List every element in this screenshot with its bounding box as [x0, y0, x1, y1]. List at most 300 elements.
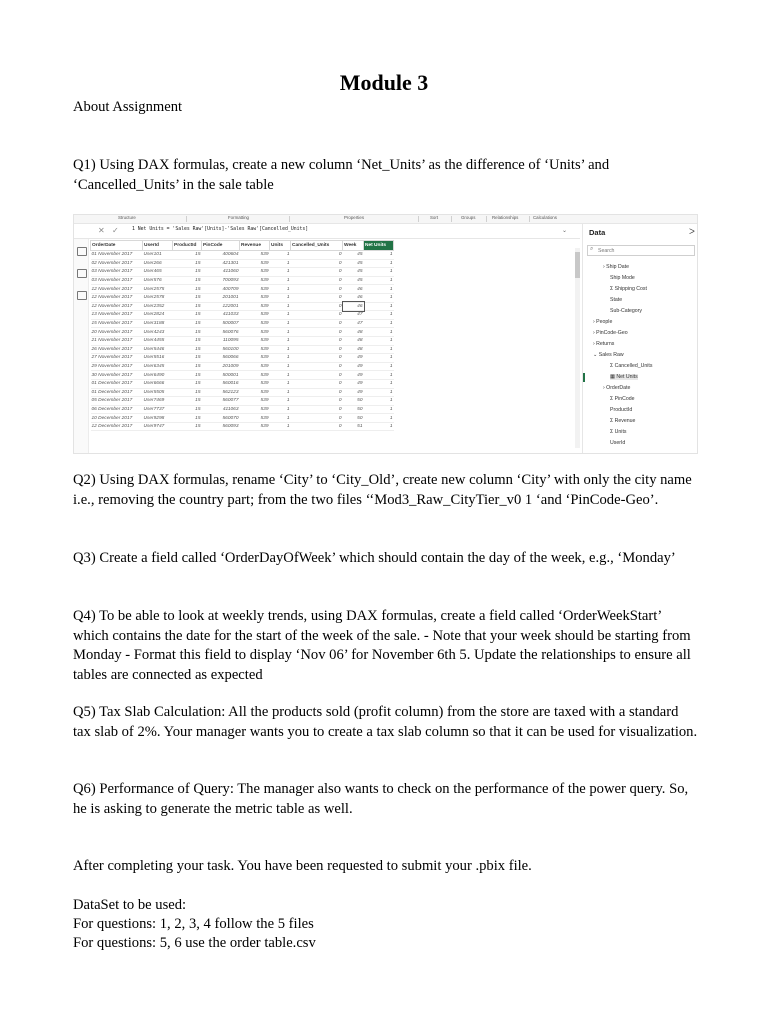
table-cell[interactable]: 1 — [270, 371, 291, 380]
data-table — [90, 240, 394, 431]
table-cell[interactable]: 15 — [173, 422, 202, 431]
ribbon-divider — [529, 216, 530, 222]
field-label: Ship Mode — [610, 275, 635, 281]
table-row[interactable] — [91, 397, 394, 406]
table-cell[interactable]: 539 — [240, 354, 270, 363]
table-row[interactable] — [91, 302, 394, 311]
table-cell[interactable]: 1 — [270, 268, 291, 277]
table-cell[interactable]: 15 — [173, 362, 202, 371]
table-cell[interactable]: 201009 — [202, 362, 240, 371]
table-cell[interactable]: 1 — [364, 311, 394, 320]
formula-text[interactable]: 1 Net Units = 'Sales Raw'[Units]-'Sales Raw'[Cancelled_Units] — [132, 227, 309, 232]
table-cell[interactable]: 1 — [270, 276, 291, 285]
table-cell[interactable]: User5505 — [143, 388, 173, 397]
table-cell[interactable]: 0 — [291, 328, 343, 337]
table-cell[interactable]: User4243 — [143, 328, 173, 337]
table-cell[interactable]: User2824 — [143, 311, 173, 320]
table-cell[interactable]: 1 — [270, 302, 291, 311]
question-1: Q1) Using DAX formulas, create a new column ‘Net_Units’ as the difference of ‘Units’ and ‘Cancelled_Units’ in the sale table — [73, 157, 610, 193]
column-header[interactable]: PinCode — [202, 241, 240, 251]
table-cell[interactable]: 539 — [240, 345, 270, 354]
field-item[interactable] — [610, 363, 652, 369]
table-cell[interactable]: 15 — [173, 293, 202, 302]
field-item[interactable] — [610, 374, 638, 380]
field-label: UserId — [610, 440, 626, 446]
table-cell[interactable]: 1 — [270, 405, 291, 414]
table-cell[interactable]: 49 — [343, 371, 364, 380]
dataset-heading: DataSet to be used: — [73, 897, 187, 913]
field-label: Sales Raw — [598, 352, 624, 358]
table-cell[interactable]: 421301 — [202, 259, 240, 268]
table-cell[interactable]: 15 — [173, 285, 202, 294]
table-cell[interactable]: 1 — [364, 414, 394, 423]
table-cell[interactable]: 45 — [343, 251, 364, 260]
table-row[interactable] — [91, 336, 394, 345]
ribbon-group-labels — [74, 215, 697, 224]
table-cell[interactable]: 46 — [343, 285, 364, 294]
search-placeholder: Search — [598, 247, 615, 254]
field-item[interactable] — [610, 407, 632, 413]
table-cell[interactable]: 560077 — [202, 397, 240, 406]
table-row[interactable] — [91, 388, 394, 397]
table-cell[interactable]: 0 — [291, 336, 343, 345]
field-item[interactable] — [610, 275, 635, 281]
table-cell[interactable]: 12 November 2017 — [91, 302, 143, 311]
field-type-icon: › — [593, 319, 597, 325]
table-cell[interactable]: 1 — [364, 371, 394, 380]
table-cell[interactable]: User3188 — [143, 319, 173, 328]
table-cell[interactable]: 539 — [240, 259, 270, 268]
table-cell[interactable]: 01 December 2017 — [91, 388, 143, 397]
ribbon-properties: Properties — [344, 215, 365, 220]
table-cell[interactable]: 15 — [173, 311, 202, 320]
table-row[interactable] — [91, 276, 394, 285]
table-cell[interactable]: 560016 — [202, 379, 240, 388]
field-label: People — [596, 319, 613, 325]
table-cell[interactable]: 1 — [364, 293, 394, 302]
ribbon-structure: Structure — [118, 215, 136, 220]
dax-query-view-icon[interactable] — [77, 291, 87, 300]
table-cell[interactable]: 539 — [240, 319, 270, 328]
table-cell[interactable]: 539 — [240, 328, 270, 337]
table-cell[interactable]: 15 — [173, 414, 202, 423]
table-cell[interactable]: 1 — [270, 328, 291, 337]
table-cell[interactable]: 0 — [291, 405, 343, 414]
table-cell[interactable]: 47 — [343, 319, 364, 328]
table-cell[interactable]: 1 — [270, 414, 291, 423]
column-header[interactable]: Week — [343, 241, 364, 251]
table-cell[interactable]: 1 — [364, 268, 394, 277]
table-cell[interactable]: 02 November 2017 — [91, 259, 143, 268]
table-cell[interactable]: User6666 — [143, 379, 173, 388]
field-type-icon: Σ — [610, 286, 615, 292]
table-cell[interactable]: 400709 — [202, 285, 240, 294]
table-header-row — [91, 241, 394, 251]
table-cell[interactable]: 110095 — [202, 336, 240, 345]
table-cell[interactable]: 560100 — [202, 345, 240, 354]
field-type-icon: Σ — [610, 429, 615, 435]
table-cell[interactable]: 500007 — [202, 319, 240, 328]
page-title: Module 3 — [339, 70, 429, 95]
table-cell[interactable]: 539 — [240, 285, 270, 294]
table-cell[interactable]: 539 — [240, 414, 270, 423]
table-cell[interactable]: 45 — [343, 259, 364, 268]
table-cell[interactable]: 0 — [291, 276, 343, 285]
field-label: State — [610, 297, 623, 303]
ribbon-formatting: Formatting — [228, 215, 249, 220]
table-row[interactable] — [91, 362, 394, 371]
field-item[interactable] — [593, 319, 612, 325]
table-cell[interactable]: 1 — [364, 422, 394, 431]
table-cell[interactable]: 1 — [270, 379, 291, 388]
table-cell[interactable]: 1 — [270, 388, 291, 397]
question-3: Q3) Create a field called ‘OrderDayOfWeek’ which should contain the day of the week, e.g., ‘Monday’ — [73, 550, 676, 566]
table-cell[interactable]: 48 — [343, 345, 364, 354]
field-item[interactable] — [593, 341, 614, 347]
field-type-icon: Σ — [610, 363, 615, 369]
table-cell[interactable]: 15 — [173, 345, 202, 354]
powerbi-screenshot — [73, 214, 698, 454]
table-cell[interactable]: 12 November 2017 — [91, 293, 143, 302]
table-cell[interactable]: 51 — [343, 422, 364, 431]
table-cell[interactable]: 560070 — [202, 414, 240, 423]
table-cell[interactable]: 1 — [364, 302, 394, 311]
column-header[interactable]: Net Units — [364, 241, 394, 251]
field-item[interactable] — [593, 330, 628, 336]
table-cell[interactable]: User9747 — [143, 422, 173, 431]
table-cell[interactable]: 1 — [364, 397, 394, 406]
table-cell[interactable]: User266 — [143, 259, 173, 268]
about-assignment-heading: About Assignment — [73, 99, 183, 115]
data-pane — [582, 224, 698, 453]
table-cell[interactable]: 539 — [240, 397, 270, 406]
field-item[interactable] — [610, 440, 625, 446]
table-cell[interactable]: 1 — [270, 345, 291, 354]
model-view-icon[interactable] — [77, 269, 87, 278]
close-pane-icon[interactable]: ᐳ — [689, 227, 695, 236]
view-switcher — [74, 239, 89, 453]
table-cell[interactable]: 201001 — [202, 293, 240, 302]
table-cell[interactable]: 539 — [240, 268, 270, 277]
table-cell[interactable]: 539 — [240, 302, 270, 311]
commit-formula-icon[interactable]: ✓ — [112, 226, 119, 235]
table-cell[interactable]: 411063 — [202, 405, 240, 414]
table-cell[interactable]: 539 — [240, 371, 270, 380]
table-cell[interactable]: 13 November 2017 — [91, 311, 143, 320]
table-cell[interactable]: 539 — [240, 379, 270, 388]
table-cell[interactable]: 0 — [291, 388, 343, 397]
table-cell[interactable]: User465 — [143, 268, 173, 277]
table-cell[interactable]: User2575 — [143, 285, 173, 294]
table-row[interactable] — [91, 354, 394, 363]
table-cell[interactable]: 0 — [291, 371, 343, 380]
table-cell[interactable]: 15 — [173, 354, 202, 363]
table-cell[interactable]: 0 — [291, 311, 343, 320]
table-cell[interactable]: 49 — [343, 354, 364, 363]
table-row[interactable] — [91, 268, 394, 277]
field-item[interactable] — [603, 264, 629, 270]
table-cell[interactable]: 50 — [343, 414, 364, 423]
table-cell[interactable]: 560076 — [202, 328, 240, 337]
table-cell[interactable]: 46 — [343, 293, 364, 302]
table-cell[interactable]: 05 December 2017 — [91, 397, 143, 406]
table-row[interactable] — [91, 293, 394, 302]
field-label: OrderDate — [606, 385, 631, 391]
table-cell[interactable]: 15 — [173, 328, 202, 337]
table-cell[interactable]: 06 December 2017 — [91, 405, 143, 414]
field-item[interactable] — [610, 418, 635, 424]
table-cell[interactable]: 0 — [291, 302, 343, 311]
ribbon-divider — [418, 216, 419, 222]
table-cell[interactable]: 27 November 2017 — [91, 354, 143, 363]
ribbon-divider — [451, 216, 452, 222]
table-cell[interactable]: 539 — [240, 422, 270, 431]
field-type-icon: ⌄ — [593, 352, 599, 358]
question-4: Q4) To be able to look at weekly trends, using DAX formulas, create a field called ‘OrderWeekStart’ which contains the date for the start of the week of the sale. - Note that your week should be starting from Monday - Format this field to display ‘Nov 06’ for November 6th 5. Update the relationships to ensure all tables are connected as expected — [73, 608, 691, 683]
table-row[interactable] — [91, 422, 394, 431]
field-item[interactable] — [610, 308, 642, 314]
selected-field-indicator — [583, 373, 585, 382]
table-cell[interactable]: 15 — [173, 405, 202, 414]
expand-formula-icon[interactable]: ⌄ — [562, 228, 568, 234]
field-item[interactable] — [610, 297, 622, 303]
table-cell[interactable]: 0 — [291, 379, 343, 388]
table-cell[interactable]: 560066 — [202, 354, 240, 363]
table-cell[interactable]: 50 — [343, 397, 364, 406]
field-item[interactable] — [610, 429, 626, 435]
ribbon-divider — [486, 216, 487, 222]
table-row[interactable] — [91, 328, 394, 337]
ribbon-relationships: Relationships — [492, 215, 519, 220]
column-header[interactable]: UserId — [143, 241, 173, 251]
table-cell[interactable]: 562123 — [202, 388, 240, 397]
table-scrollbar[interactable] — [575, 248, 580, 448]
field-label: ProductId — [610, 407, 633, 413]
data-pane-search[interactable] — [587, 245, 695, 256]
table-cell[interactable]: 1 — [364, 354, 394, 363]
table-cell[interactable]: 0 — [291, 251, 343, 260]
table-cell[interactable]: 1 — [270, 293, 291, 302]
table-cell[interactable]: User576 — [143, 276, 173, 285]
table-cell[interactable]: 03 November 2017 — [91, 268, 143, 277]
table-cell[interactable]: 15 — [173, 268, 202, 277]
cancel-formula-icon[interactable]: ✕ — [98, 226, 105, 235]
table-row[interactable] — [91, 414, 394, 423]
table-cell[interactable]: 45 — [343, 268, 364, 277]
table-cell[interactable]: 539 — [240, 405, 270, 414]
table-cell[interactable]: 49 — [343, 379, 364, 388]
table-cell[interactable]: 539 — [240, 388, 270, 397]
table-cell[interactable]: 15 — [173, 371, 202, 380]
table-row[interactable] — [91, 285, 394, 294]
table-cell[interactable]: User9298 — [143, 414, 173, 423]
table-cell[interactable]: 500001 — [202, 371, 240, 380]
field-type-icon: ▦ — [610, 374, 617, 380]
table-cell[interactable]: 1 — [270, 354, 291, 363]
table-cell[interactable]: 15 — [173, 319, 202, 328]
table-cell[interactable]: 50 — [343, 405, 364, 414]
table-cell[interactable]: 26 November 2017 — [91, 345, 143, 354]
field-label: Sub-Category — [610, 308, 643, 314]
table-cell[interactable]: 29 November 2017 — [91, 362, 143, 371]
field-type-icon: › — [593, 330, 597, 336]
table-cell[interactable]: 0 — [291, 319, 343, 328]
table-cell[interactable]: 47 — [343, 311, 364, 320]
ribbon-divider — [289, 216, 290, 222]
table-cell[interactable]: 1 — [364, 388, 394, 397]
table-cell[interactable]: 539 — [240, 362, 270, 371]
table-cell[interactable]: 1 — [270, 319, 291, 328]
table-cell[interactable]: 20 November 2017 — [91, 328, 143, 337]
table-cell[interactable]: 539 — [240, 293, 270, 302]
data-pane-title: Data — [589, 228, 606, 237]
table-cell[interactable]: 1 — [270, 336, 291, 345]
table-row[interactable] — [91, 319, 394, 328]
table-cell[interactable]: User6345 — [143, 362, 173, 371]
table-cell[interactable]: 0 — [291, 259, 343, 268]
table-cell[interactable]: 15 — [173, 259, 202, 268]
table-cell[interactable]: 0 — [291, 397, 343, 406]
table-cell[interactable]: User101 — [143, 251, 173, 260]
table-cell[interactable]: 12 November 2017 — [91, 285, 143, 294]
formula-bar[interactable] — [74, 224, 580, 239]
field-label: Ship Date — [606, 264, 629, 270]
table-cell[interactable]: 1 — [270, 259, 291, 268]
table-cell[interactable]: 1 — [364, 345, 394, 354]
table-cell[interactable]: 0 — [291, 354, 343, 363]
column-header[interactable]: Cancelled_Units — [291, 241, 343, 251]
field-label: Units — [614, 429, 627, 435]
question-5: Q5) Tax Slab Calculation: All the products sold (profit column) from the store are taxed with a standard tax slab of 2%. Your manager wants you to create a tax slab column so that it can be used for visualization. — [73, 704, 698, 740]
question-6: Q6) Performance of Query: The manager also wants to check on the performance of the power query. So, he is asking to generate the metric table as well. — [73, 781, 689, 817]
table-cell[interactable]: 1 — [364, 276, 394, 285]
table-row[interactable] — [91, 251, 394, 260]
table-cell[interactable]: 15 — [173, 336, 202, 345]
table-cell[interactable]: 1 — [270, 397, 291, 406]
table-cell[interactable]: 15 — [173, 302, 202, 311]
table-cell[interactable]: 48 — [343, 328, 364, 337]
table-row[interactable] — [91, 379, 394, 388]
table-cell[interactable]: User2578 — [143, 293, 173, 302]
table-cell[interactable]: 15 — [173, 379, 202, 388]
table-cell[interactable]: 0 — [291, 414, 343, 423]
field-item[interactable] — [603, 385, 630, 391]
ribbon-sort: Sort — [430, 215, 439, 220]
table-cell[interactable]: 411060 — [202, 268, 240, 277]
table-cell[interactable]: 21 November 2017 — [91, 336, 143, 345]
table-cell[interactable]: 539 — [240, 276, 270, 285]
table-cell[interactable]: User7737 — [143, 405, 173, 414]
table-cell[interactable]: 1 — [364, 336, 394, 345]
table-cell[interactable]: User5446 — [143, 345, 173, 354]
table-cell[interactable]: User6490 — [143, 371, 173, 380]
table-cell[interactable]: 1 — [364, 251, 394, 260]
field-item[interactable] — [610, 396, 635, 402]
table-cell[interactable]: 1 — [364, 405, 394, 414]
table-cell[interactable]: 1 — [364, 259, 394, 268]
table-cell[interactable]: 15 November 2017 — [91, 319, 143, 328]
table-cell[interactable]: User2352 — [143, 302, 173, 311]
dataset-line-1: For questions: 1, 2, 3, 4 follow the 5 files — [73, 916, 314, 932]
table-cell[interactable]: 03 November 2017 — [91, 276, 143, 285]
table-cell[interactable]: 400604 — [202, 251, 240, 260]
table-cell[interactable]: 0 — [291, 268, 343, 277]
table-cell[interactable]: 539 — [240, 251, 270, 260]
table-cell[interactable]: User7469 — [143, 397, 173, 406]
field-label: Returns — [596, 341, 615, 347]
table-cell[interactable]: 15 — [173, 397, 202, 406]
table-cell[interactable]: 411033 — [202, 311, 240, 320]
table-cell[interactable]: 0 — [291, 422, 343, 431]
scroll-thumb[interactable] — [575, 252, 580, 278]
table-cell[interactable]: 01 November 2017 — [91, 251, 143, 260]
table-row[interactable] — [91, 259, 394, 268]
table-cell[interactable]: 0 — [291, 345, 343, 354]
table-cell[interactable]: 1 — [364, 319, 394, 328]
table-cell[interactable]: User4455 — [143, 336, 173, 345]
table-cell[interactable]: 1 — [364, 362, 394, 371]
table-cell[interactable]: 1 — [364, 285, 394, 294]
table-cell[interactable]: 49 — [343, 388, 364, 397]
table-cell[interactable]: 539 — [240, 311, 270, 320]
field-label: PinCode-Geo — [596, 330, 628, 336]
table-cell[interactable]: 12 December 2017 — [91, 422, 143, 431]
table-cell[interactable]: 15 — [173, 251, 202, 260]
table-row[interactable] — [91, 405, 394, 414]
table-cell[interactable]: 15 — [173, 388, 202, 397]
table-cell[interactable]: 539 — [240, 336, 270, 345]
column-header[interactable]: Units — [270, 241, 291, 251]
table-row[interactable] — [91, 311, 394, 320]
table-cell[interactable]: 15 — [173, 276, 202, 285]
table-cell[interactable]: 0 — [291, 362, 343, 371]
table-cell[interactable]: 1 — [270, 251, 291, 260]
table-cell[interactable]: 45 — [343, 276, 364, 285]
table-cell[interactable]: 30 November 2017 — [91, 371, 143, 380]
question-2: Q2) Using DAX formulas, rename ‘City’ to ‘City_Old’, create new column ‘City’ with only the city name i.e., removing the country part; from the two files ‘‘Mod3_Raw_CityTier_v0 1 ‘and ‘PinCode-Geo’. — [73, 472, 692, 508]
field-label: Revenue — [614, 418, 636, 424]
table-cell[interactable]: 560093 — [202, 422, 240, 431]
table-view-icon[interactable] — [77, 247, 87, 256]
table-cell[interactable]: 1 — [270, 285, 291, 294]
field-type-icon: Σ — [610, 396, 615, 402]
table-cell[interactable]: 1 — [270, 422, 291, 431]
field-type-icon: › — [603, 385, 607, 391]
field-item[interactable] — [610, 286, 647, 292]
column-header[interactable]: Revenue — [240, 241, 270, 251]
table-cell[interactable]: 10 December 2017 — [91, 414, 143, 423]
table-cell[interactable]: User5516 — [143, 354, 173, 363]
field-label: Shipping Cost — [614, 286, 647, 292]
table-cell[interactable]: 01 December 2017 — [91, 379, 143, 388]
table-cell[interactable]: 1 — [270, 311, 291, 320]
table-cell[interactable]: 1 — [270, 362, 291, 371]
table-cell[interactable]: 49 — [343, 362, 364, 371]
table-row[interactable] — [91, 371, 394, 380]
table-cell[interactable]: 0 — [291, 293, 343, 302]
table-cell[interactable]: 1 — [364, 328, 394, 337]
table-cell[interactable]: 122001 — [202, 302, 240, 311]
table-cell[interactable]: 46 — [343, 302, 364, 311]
table-cell[interactable]: 48 — [343, 336, 364, 345]
field-item[interactable] — [593, 352, 624, 358]
table-cell[interactable]: 0 — [291, 285, 343, 294]
table-row[interactable] — [91, 345, 394, 354]
column-header[interactable]: ProductId — [173, 241, 202, 251]
table-cell[interactable]: 1 — [364, 379, 394, 388]
table-cell[interactable]: 700093 — [202, 276, 240, 285]
column-header[interactable]: OrderDate — [91, 241, 143, 251]
